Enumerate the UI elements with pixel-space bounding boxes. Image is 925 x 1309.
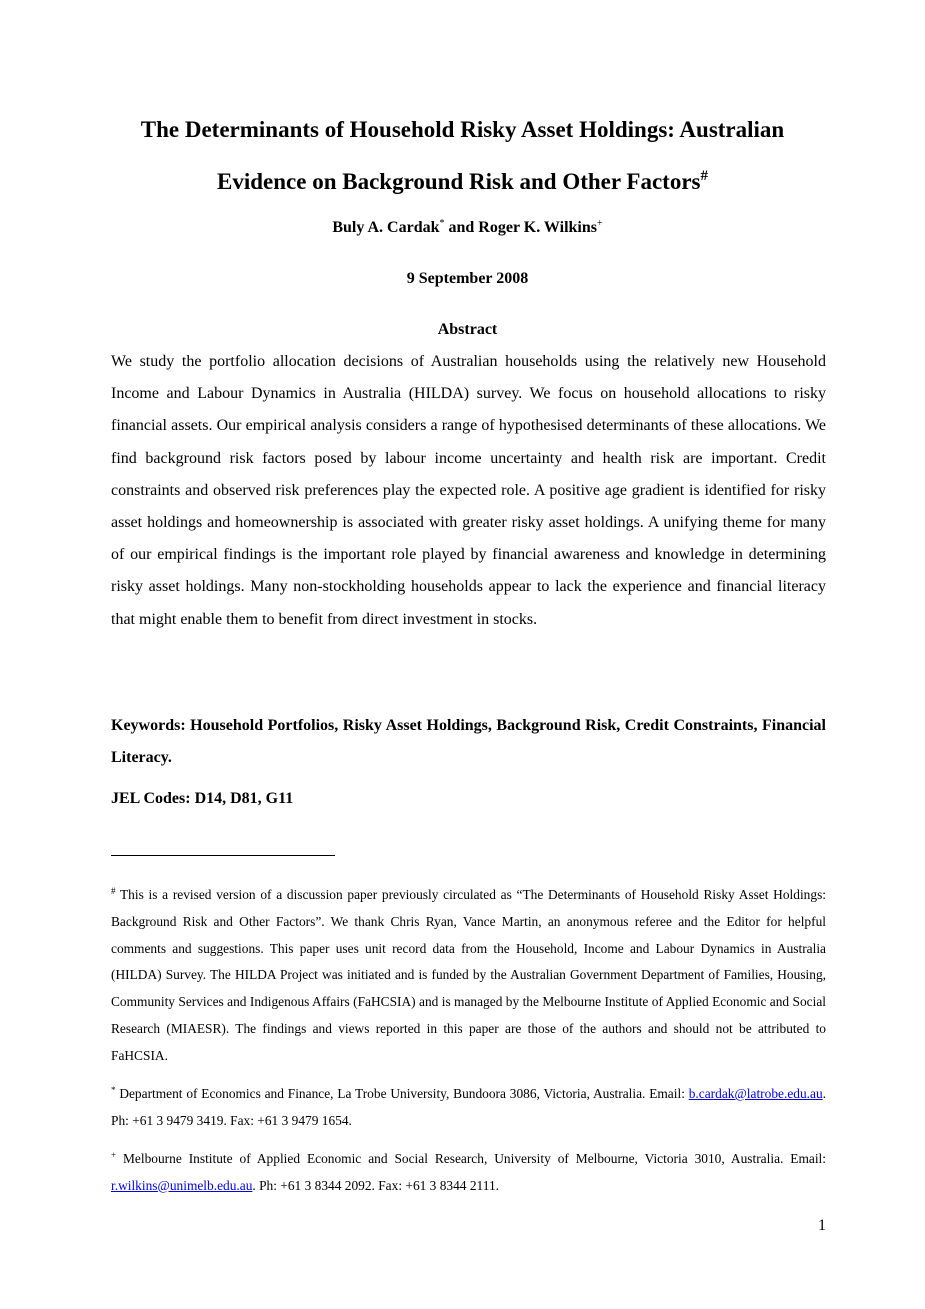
- paper-date: 9 September 2008: [406, 270, 529, 287]
- cardak-email-link[interactable]: b.cardak@latrobe.edu.au: [688, 1086, 823, 1101]
- author-separator: and: [444, 219, 479, 236]
- footnote-cardak-phone: . Ph: +61 3 9479 3419. Fax: +61 3 9479 1654.: [111, 1086, 826, 1128]
- keywords: Keywords: Household Portfolios, Risky Asset Holdings, Background Risk, Credit Constraints, Financial Literacy.: [111, 717, 826, 766]
- author-cardak-mark: *: [439, 218, 445, 229]
- footnote-cardak-text: Department of Economics and Finance, La Trobe University, Bundoora 3086, Victoria, Australia. Email:: [115, 1086, 689, 1101]
- wilkins-email-link[interactable]: r.wilkins@unimelb.edu.au: [111, 1177, 253, 1193]
- author-wilkins-mark: +: [597, 218, 603, 229]
- title-footnote-mark: #: [700, 168, 708, 184]
- paper-title: [60, 104, 865, 208]
- footnote-revision-mark: #: [111, 886, 116, 896]
- title-line-2: Evidence on Background Risk and Other Factors: [217, 169, 701, 194]
- title-line-1: The Determinants of Household Risky Asset Holdings: Australian: [140, 117, 785, 142]
- footnote-wilkins-mark: +: [111, 1150, 117, 1160]
- footnote-revision-text: This is a revised version of a discussion paper previously circulated as “The Determinants of Household Risky Asset Holdings: Background Risk and Other Factors”. We thank Chris Ryan, Vance Martin, an anonymous referee and the Editor for helpful comments and suggestions. This paper uses unit record data from the Household, Income and Labour Dynamics in Australia (HILDA) Survey. The HILDA Project was initiated and is funded by the Australian Government Department of Families, Housing, Community Services and Indigenous Affairs (FaHCSIA) and is managed by the Melbourne Institute of Applied Economic and Social Research (MIAESR). The findings and views reported in this paper are those of the authors and should not be attributed to FaHCSIA.: [111, 887, 826, 1063]
- footnote-cardak: [111, 1081, 826, 1135]
- footnote-cardak-mark: *: [111, 1085, 116, 1095]
- jel-codes: JEL Codes: D14, D81, G11: [111, 790, 294, 807]
- abstract-heading: Abstract: [437, 321, 498, 338]
- author-line: [0, 217, 925, 239]
- abstract-body: We study the portfolio allocation decisions of Australian households using the relatively new Household Income and Labour Dynamics in Australia (HILDA) survey. We focus on household allocations to risky financial assets. Our empirical analysis considers a range of hypothesised determinants of these allocations. We find background risk factors posed by labour income uncertainty and health risk are important. Credit constraints and observed risk preferences play the expected role. A positive age gradient is identified for risky asset holdings and homeownership is associated with greater risky asset holdings. A unifying theme for many of our empirical findings is the important role played by financial awareness and knowledge in determining risky asset holdings. Many non-stockholding households appear to lack the experience and financial literacy that might enable them to benefit from direct investment in stocks.: [111, 353, 826, 628]
- footnote-divider: [111, 855, 335, 856]
- author-wilkins: Roger K. Wilkins: [478, 219, 597, 236]
- footnote-revision: [111, 882, 826, 1070]
- author-cardak: Buly A. Cardak: [332, 219, 440, 236]
- page-number: 1: [818, 1217, 826, 1234]
- footnote-wilkins: [111, 1146, 826, 1200]
- footnote-wilkins-phone: . Ph: +61 3 8344 2092. Fax: +61 3 8344 2111.: [252, 1177, 499, 1193]
- footnote-wilkins-text: Melbourne Institute of Applied Economic and Social Research, University of Melbourne, Victoria 3010, Australia. Email:: [116, 1151, 826, 1166]
